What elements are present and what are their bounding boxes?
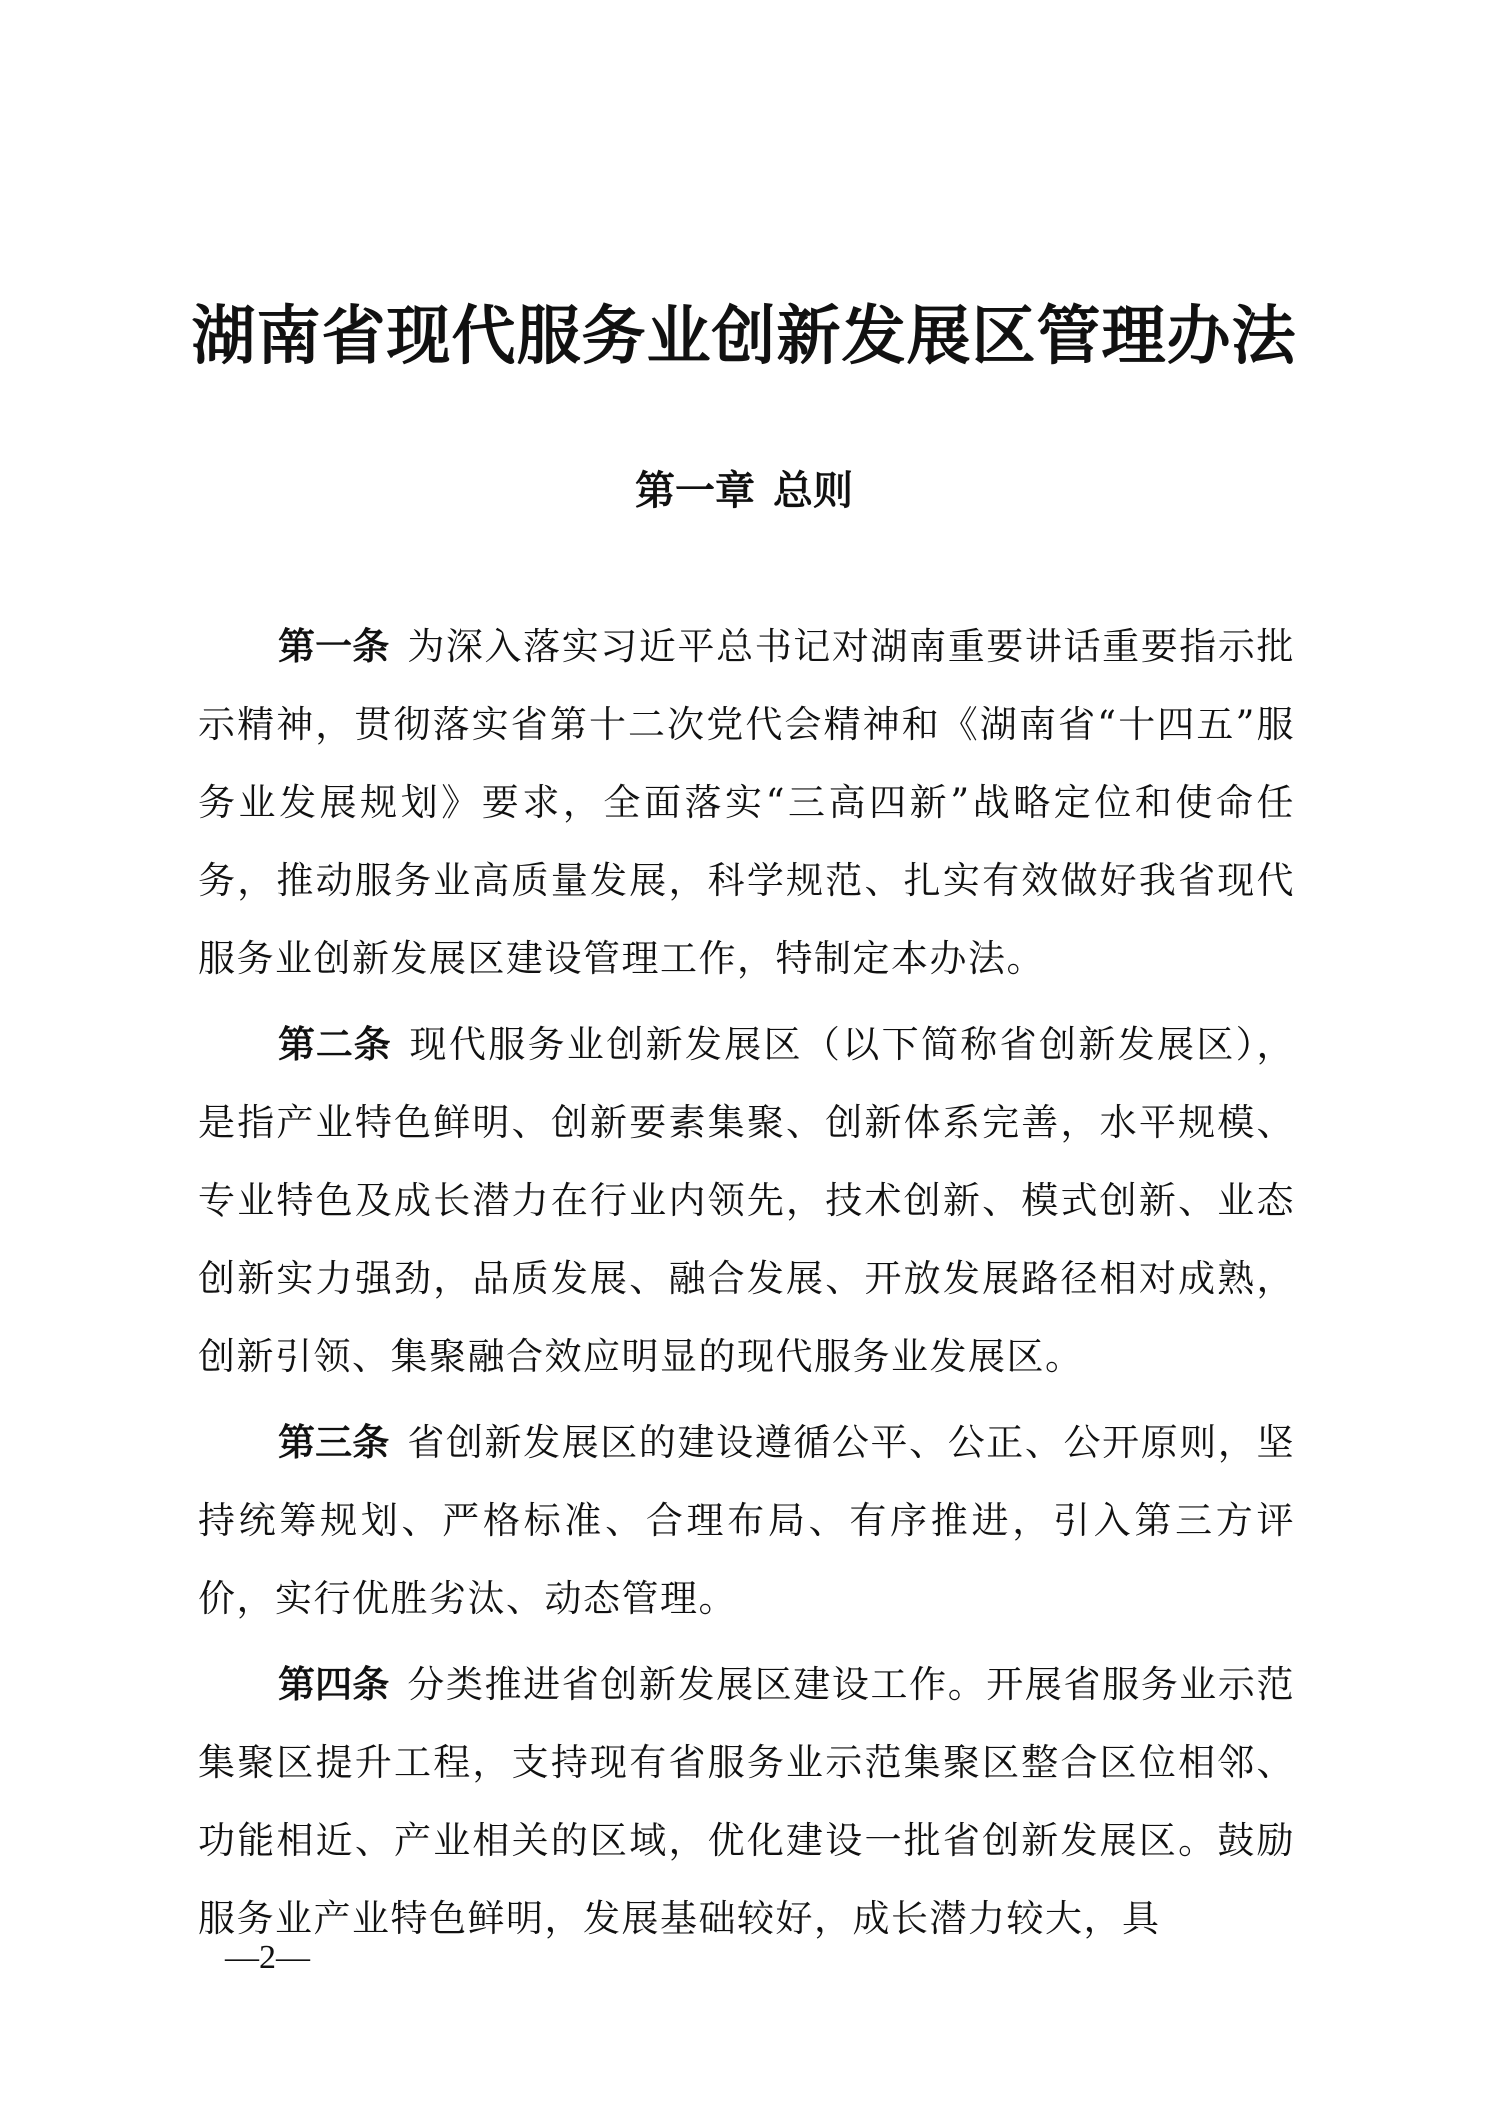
article-2	[198, 1006, 1295, 1396]
article-text: 现代服务业创新发展区（以下简称省创新发展区），是指产业特色鲜明、创新要素集聚、创新体系完善，水平规模、专业特色及成长潜力在行业内领先，技术创新、模式创新、业态创新实力强劲，品质发展、融合发展、开放发展路径相对成熟，创新引领、集聚融合效应明显的现代服务业发展区。	[198, 1023, 1296, 1378]
chapter-number: 第一章	[635, 468, 755, 514]
article-text: 分类推进省创新发展区建设工作。开展省服务业示范集聚区提升工程，支持现有省服务业示范集聚区整合区位相邻、功能相近、产业相关的区域，优化建设一批省创新发展区。鼓励服务业产业特色鲜明，发展基础较好，成长潜力较大，具	[198, 1663, 1296, 1940]
article-label: 第二条	[278, 1023, 392, 1066]
chapter-name: 总则	[773, 468, 853, 514]
article-text: 为深入落实习近平总书记对湖南重要讲话重要指示批示精神，贯彻落实省第十二次党代会精神和《湖南省“十四五”服务业发展规划》要求，全面落实“三高四新”战略定位和使命任务，推动服务业高质量发展，科学规范、扎实有效做好我省现代服务业创新发展区建设管理工作，特制定本办法。	[198, 625, 1296, 980]
article-label: 第四条	[278, 1663, 390, 1706]
chapter-heading	[0, 458, 1488, 524]
article-1	[198, 608, 1295, 998]
body-text	[198, 608, 1295, 1966]
page-number: —2—	[225, 1939, 310, 1976]
article-4	[198, 1646, 1295, 1958]
article-label: 第三条	[278, 1421, 390, 1464]
article-label: 第一条	[278, 625, 390, 668]
document-title: 湖南省现代服务业创新发展区管理办法	[191, 299, 1297, 374]
article-text: 省创新发展区的建设遵循公平、公正、公开原则，坚持统筹规划、严格标准、合理布局、有序推进，引入第三方评价，实行优胜劣汰、动态管理。	[198, 1421, 1296, 1620]
article-3	[198, 1404, 1295, 1638]
